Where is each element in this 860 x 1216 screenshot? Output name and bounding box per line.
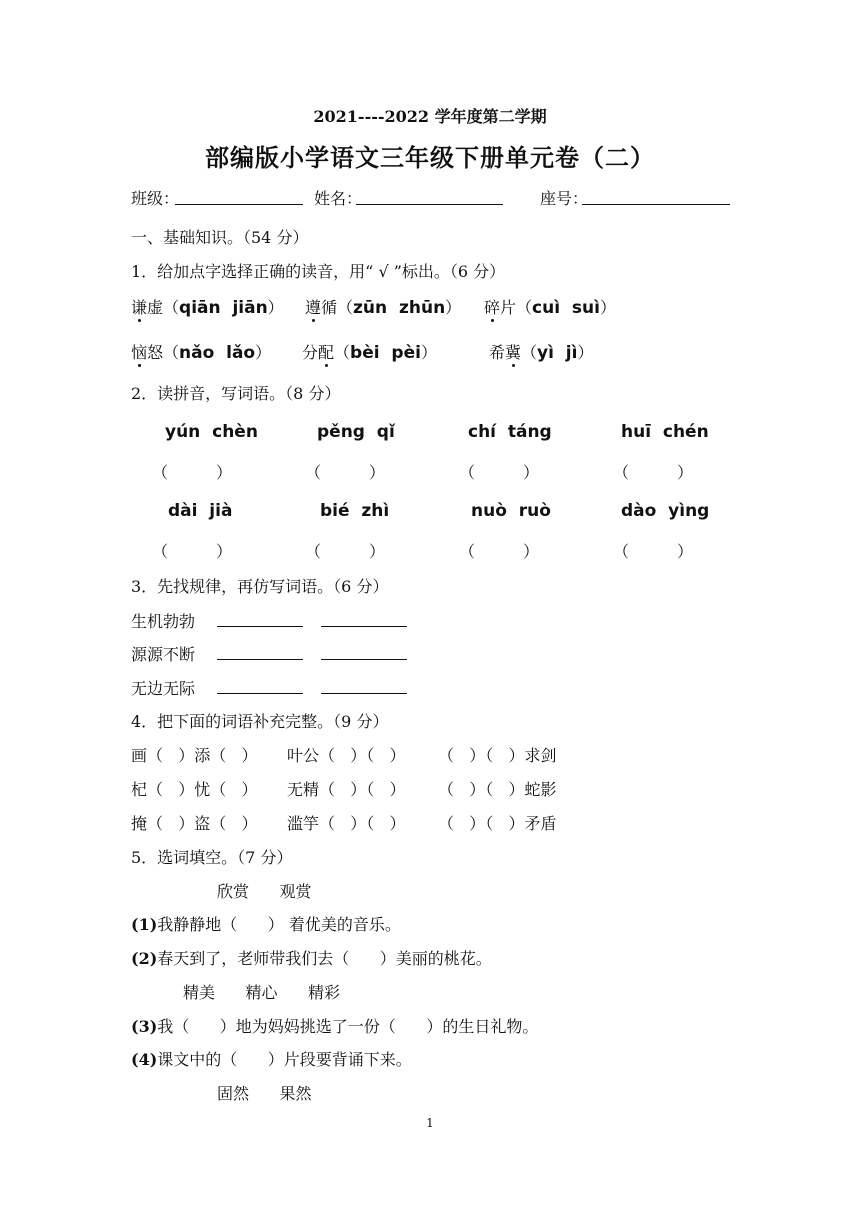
- question-1-heading: 1．给加点字选择正确的读音，用“ √ ”标出。（6 分）: [131, 262, 506, 281]
- sentence: (2)春天到了，老师带我们去（ ）美丽的桃花。: [131, 949, 492, 968]
- answer-blank[interactable]: （ ）: [459, 463, 540, 482]
- pinyin-prompt: chí táng: [468, 422, 552, 442]
- seat-field[interactable]: [582, 204, 730, 205]
- pinyin-options[interactable]: bèi pèi: [350, 343, 421, 363]
- q1-item: 恼怒（nǎo lǎo）: [131, 340, 271, 363]
- name-field[interactable]: [356, 204, 503, 205]
- pinyin-options[interactable]: qiān jiān: [179, 298, 268, 318]
- class-label: 班级：: [131, 189, 180, 208]
- word-choices: 固然 果然: [217, 1084, 312, 1103]
- pinyin-prompt: dào yìng: [621, 501, 710, 521]
- answer-blank[interactable]: （ ）: [305, 463, 386, 482]
- idiom-blank[interactable]: 画（ ）添（ ）: [131, 746, 258, 765]
- q1-item: 分配（bèi pèi）: [302, 340, 437, 363]
- pinyin-prompt: dài jià: [168, 501, 233, 521]
- question-2-heading: 2．读拼音，写词语。（8 分）: [131, 384, 341, 403]
- page-number: 1: [426, 1116, 434, 1130]
- answer-blank[interactable]: （ ）: [305, 542, 386, 561]
- idiom-blank[interactable]: 杞（ ）忧（ ）: [131, 780, 258, 799]
- idiom-blank[interactable]: 掩（ ）盗（ ）: [131, 814, 258, 833]
- idiom-blank[interactable]: （ ）（ ）蛇影: [438, 780, 557, 799]
- q1-item: 遵循（zūn zhūn）: [305, 295, 461, 318]
- pinyin-prompt: yún chèn: [165, 422, 258, 442]
- question-3-heading: 3．先找规律，再仿写词语。（6 分）: [131, 577, 389, 596]
- pinyin-options[interactable]: cuì suì: [532, 298, 600, 318]
- idiom-blank[interactable]: 叶公（ ）（ ）: [287, 746, 406, 765]
- example-word: 源源不断: [131, 645, 196, 664]
- section-heading: 一、基础知识。（54 分）: [131, 228, 309, 247]
- answer-line[interactable]: [321, 626, 407, 627]
- answer-blank[interactable]: （ ）: [613, 542, 694, 561]
- page-title: 部编版小学语文三年级下册单元卷（二）: [205, 143, 655, 172]
- pinyin-options[interactable]: nǎo lǎo: [179, 343, 256, 363]
- idiom-blank[interactable]: （ ）（ ）矛盾: [438, 814, 557, 833]
- example-word: 生机勃勃: [131, 612, 196, 631]
- sentence: (3)我（ ）地为妈妈挑选了一份（ ）的生日礼物。: [131, 1017, 539, 1036]
- answer-blank[interactable]: （ ）: [613, 463, 694, 482]
- answer-line[interactable]: [217, 659, 303, 660]
- question-5-heading: 5．选词填空。（7 分）: [131, 848, 293, 867]
- q1-item: 碎片（cuì suì）: [484, 295, 616, 318]
- pinyin-options[interactable]: zūn zhūn: [353, 298, 446, 318]
- class-field[interactable]: [175, 204, 303, 205]
- name-label: 姓名：: [314, 189, 363, 208]
- answer-blank[interactable]: （ ）: [152, 542, 233, 561]
- pinyin-prompt: pěng qǐ: [317, 422, 395, 442]
- example-word: 无边无际: [131, 679, 196, 698]
- answer-blank[interactable]: （ ）: [459, 542, 540, 561]
- pinyin-prompt: nuò ruò: [471, 501, 551, 521]
- seat-label: 座号：: [540, 189, 589, 208]
- answer-line[interactable]: [321, 659, 407, 660]
- school-year: 2021----2022 学年度第二学期: [313, 107, 547, 126]
- word-choices: 欣赏 观赏: [217, 882, 312, 901]
- sentence: (1)我静静地（ ） 着优美的音乐。: [131, 915, 401, 934]
- q1-item: 希冀（yì jì）: [489, 340, 593, 363]
- sentence: (4)课文中的（ ）片段要背诵下来。: [131, 1050, 412, 1069]
- pinyin-prompt: huī chén: [621, 422, 709, 442]
- idiom-blank[interactable]: （ ）（ ）求剑: [438, 746, 557, 765]
- idiom-blank[interactable]: 无精（ ）（ ）: [287, 780, 406, 799]
- answer-line[interactable]: [217, 626, 303, 627]
- word-choices: 精美 精心 精彩: [183, 983, 341, 1002]
- answer-blank[interactable]: （ ）: [152, 463, 233, 482]
- answer-line[interactable]: [321, 693, 407, 694]
- q1-item: 谦虚（qiān jiān）: [131, 295, 284, 318]
- question-4-heading: 4．把下面的词语补充完整。（9 分）: [131, 712, 389, 731]
- answer-line[interactable]: [217, 693, 303, 694]
- pinyin-options[interactable]: yì jì: [537, 343, 578, 363]
- idiom-blank[interactable]: 滥竽（ ）（ ）: [287, 814, 406, 833]
- pinyin-prompt: bié zhì: [320, 501, 390, 521]
